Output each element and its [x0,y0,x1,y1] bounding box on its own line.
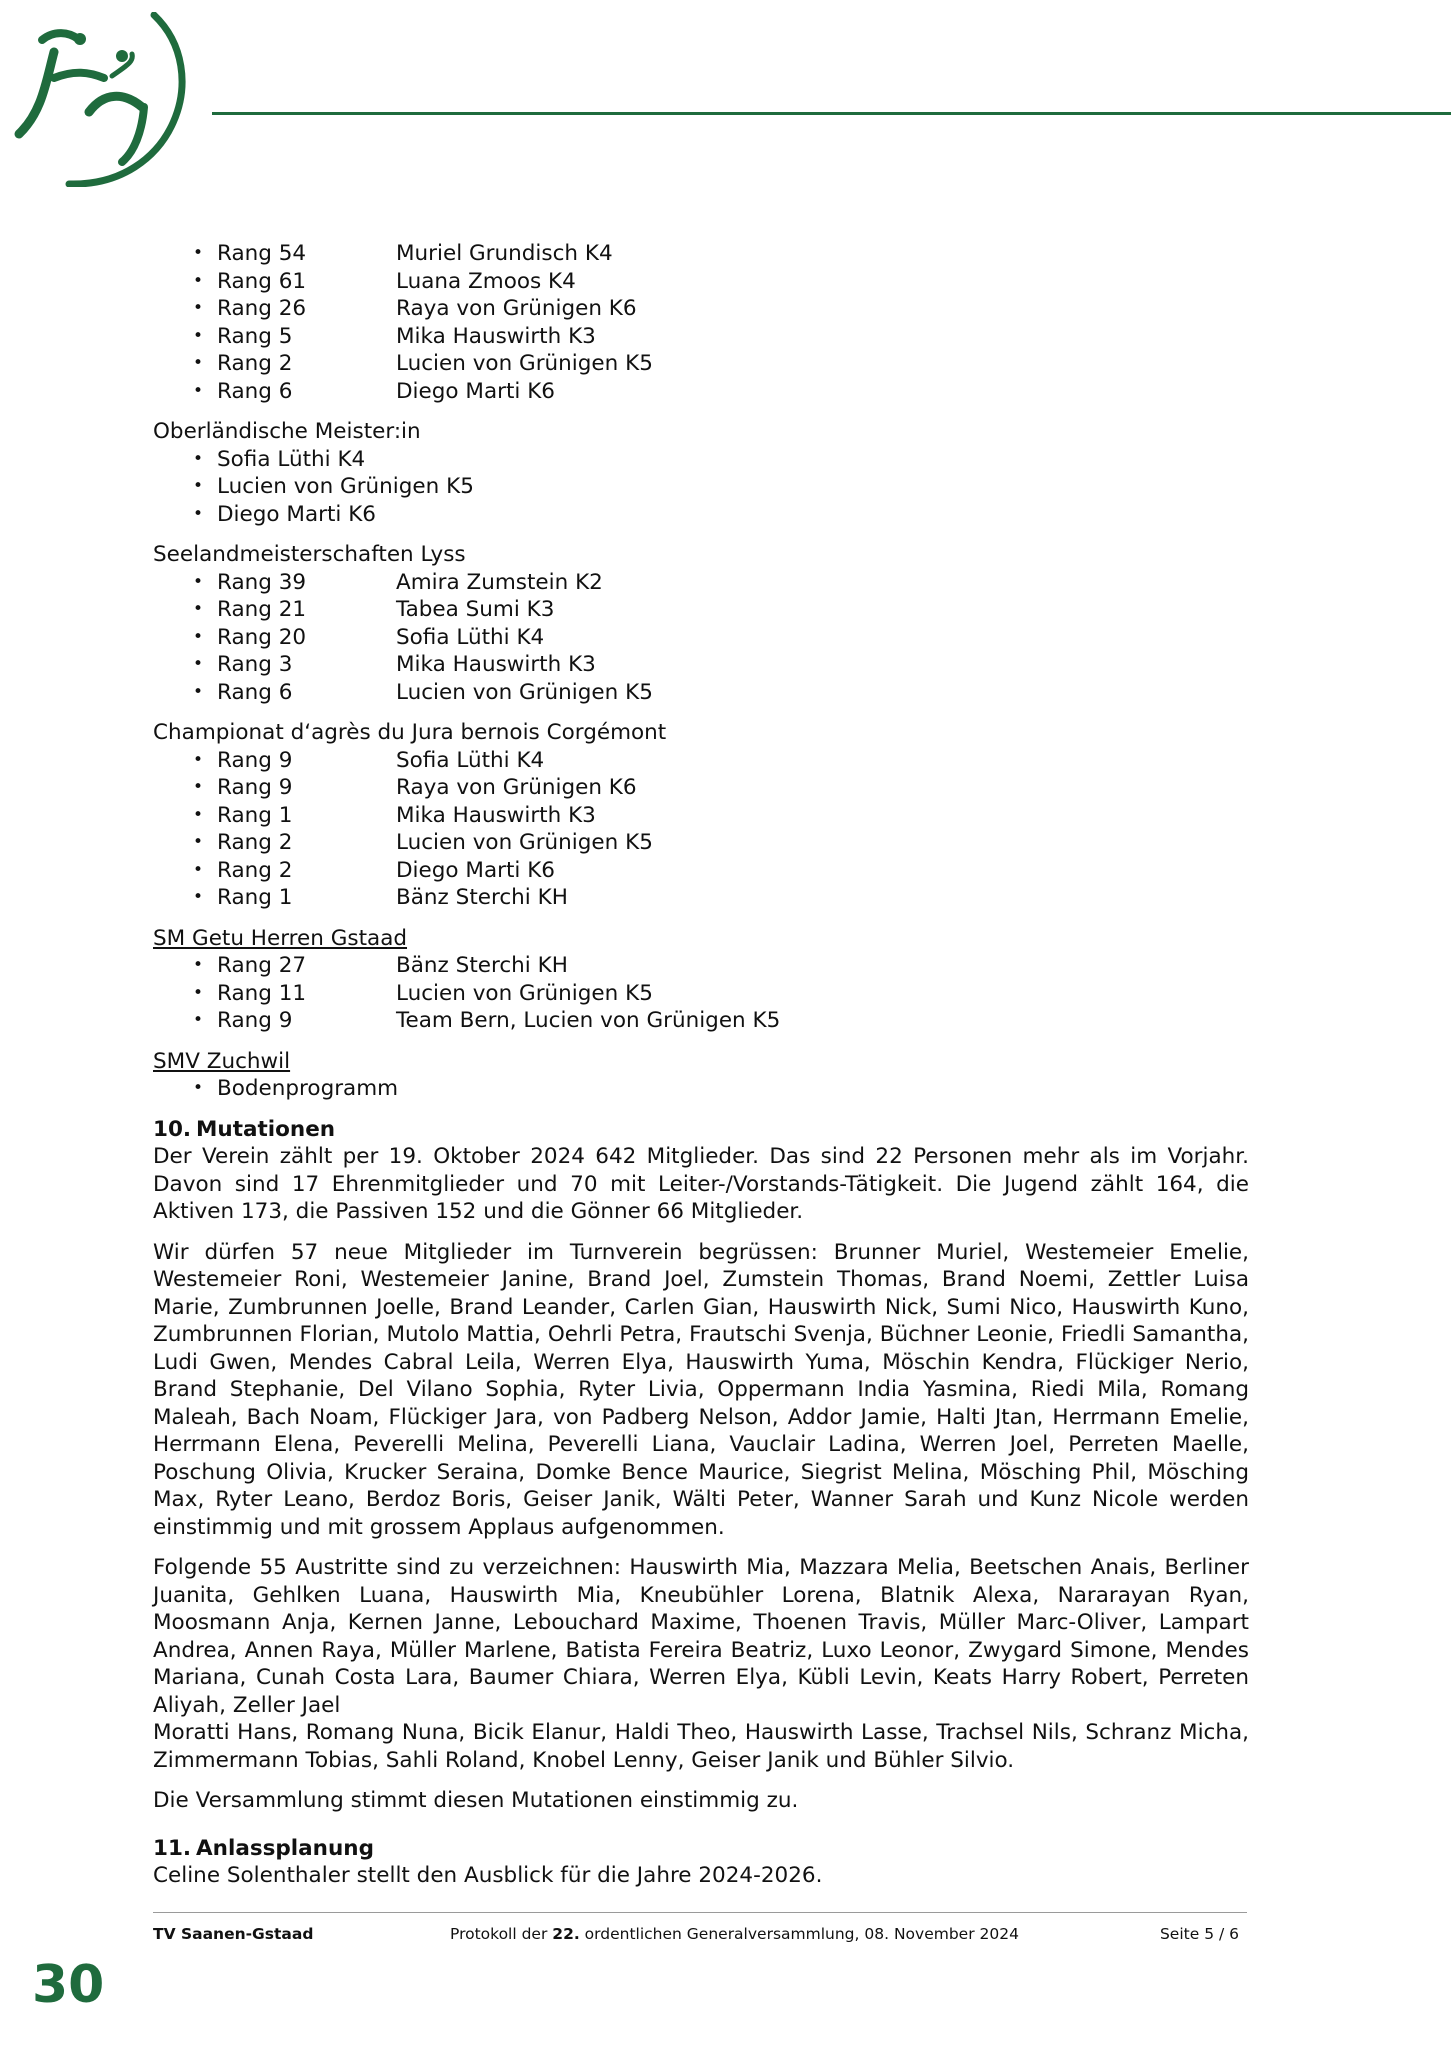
section-11-heading: 11. Anlassplanung [153,1835,374,1861]
list-item: • Rang 3 Mika Hauswirth K3 [153,651,1249,679]
list-item: • Rang 2 Diego Marti K6 [153,857,1249,885]
list-item: • Rang 2 Lucien von Grünigen K5 [153,350,1249,378]
oberlaendisch-title: Oberländische Meister:in [153,419,421,444]
list-item: • Rang 9 Team Bern, Lucien von Grünigen K5 [153,1007,1249,1035]
list-item: • Lucien von Grünigen K5 [153,473,1249,501]
seeland-title: Seelandmeisterschaften Lyss [153,542,466,567]
document-body [153,240,1249,1903]
list-item: • Rang 20 Sofia Lüthi K4 [153,624,1249,652]
list-item: • Rang 11 Lucien von Grünigen K5 [153,980,1249,1008]
list-item: • Rang 39 Amira Zumstein K2 [153,569,1249,597]
footer-club-name: TV Saanen-Gstaad [153,1925,314,1943]
header-rule [212,112,1451,115]
footer-page-indicator: Seite 5 / 6 [1159,1925,1239,1943]
approval-paragraph: Die Versammlung stimmt diesen Mutationen einstimmig zu. [153,1788,799,1813]
list-item: • Diego Marti K6 [153,501,1249,529]
list-item: • Rang 9 Raya von Grünigen K6 [153,774,1249,802]
members-paragraph: Der Verein zählt per 19. Oktober 2024 642 Mitglieder. Das sind 22 Personen mehr als im Vorjahr. Davon sind 17 Ehrenmitglieder und 70 mit Leiter-/Vorstands-Tätigkeit. Die Jugend zählt 164, die Aktiven 173, die Passiven 152 und die Gönner 66 Mitglieder. [153,1144,1249,1224]
list-item: • Rang 2 Lucien von Grünigen K5 [153,829,1249,857]
footer-rule [153,1912,1247,1913]
section-10-heading: 10. Mutationen [153,1116,336,1142]
gymnast-figure-logo-icon [14,12,189,187]
oberlaendisch-list [153,446,1249,529]
new-members-paragraph: Wir dürfen 57 neue Mitglieder im Turnverein begrüssen: Brunner Muriel, Westemeier Emelie, Westemeier Roni, Westemeier Janine, Brand Joel, Zumstein Thomas, Brand Noemi, Zettler Luisa Marie, Zumbrunnen Joelle, Brand Leander, Carlen Gian, Hauswirth Nick, Sumi Nico, Hauswirth Kuno, Zumbrunnen Florian, Mutolo Mattia, Oehrli Petra, Frautschi Svenja, Büchner Leonie, Friedli Samantha, Ludi Gwen, Mendes Cabral Leila, Werren Elya, Hauswirth Yuma, Möschin Kendra, Flückiger Nerio, Brand Stephanie, Del Vilano Sophia, Ryter Livia, Oppermann India Yasmina, Riedi Mila, Romang Maleah, Bach Noam, Flückiger Jara, von Padberg Nelson, Addor Jamie, Halti Jtan, Herrmann Emelie, Herrmann Elena, Peverelli Melina, Peverelli Liana, Vauclair Ladina, Werren Joel, Perreten Maelle, Poschung Olivia, Krucker Seraina, Domke Bence Maurice, Siegrist Melina, Mösching Phil, Mösching Max, Ryter Leano, Berdoz Boris, Geiser Janik, Wälti Peter, Wanner Sarah und Kunz Nicole werden einstimmig und mit grossem Applaus aufgenommen. [153,1239,1249,1540]
list-item: • Rang 1 Mika Hauswirth K3 [153,802,1249,830]
footer-document-title: Protokoll der 22. ordentlichen Generalversammlung, 08. November 2024 [450,1925,1019,1943]
list-item: • Bodenprogramm [153,1075,1249,1103]
list-item: • Rang 27 Bänz Sterchi KH [153,952,1249,980]
list-item: • Rang 6 Diego Marti K6 [153,378,1249,406]
list-item: • Rang 5 Mika Hauswirth K3 [153,323,1249,351]
smgetu-list [153,952,1249,1035]
list-item: • Rang 61 Luana Zmoos K4 [153,268,1249,296]
jura-title: Championat d‘agrès du Jura bernois Corgémont [153,720,667,745]
list-item: • Rang 9 Sofia Lüthi K4 [153,747,1249,775]
list-item: • Sofia Lüthi K4 [153,446,1249,474]
list-item: • Rang 54 Muriel Grundisch K4 [153,240,1249,268]
planning-paragraph: Celine Solenthaler stellt den Ausblick für die Jahre 2024-2026. [153,1863,823,1888]
smv-title: SMV Zuchwil [153,1048,291,1074]
list-item: • Rang 26 Raya von Grünigen K6 [153,295,1249,323]
list-item: • Rang 6 Lucien von Grünigen K5 [153,679,1249,707]
page-number: 30 [32,1955,105,2015]
jura-list [153,747,1249,912]
exits-paragraph: Folgende 55 Austritte sind zu verzeichnen: Hauswirth Mia, Mazzara Melia, Beetschen Anais, Berliner Juanita, Gehlken Luana, Hauswirth Mia, Kneubühler Lorena, Blatnik Alexa, Nararayan Ryan, Moosmann Anja, Kernen Janne, Lebouchard Maxime, Thoenen Travis, Müller Marc-Oliver, Lampart Andrea, Annen Raya, Müller Marlene, Batista Fereira Beatriz, Luxo Leonor, Zwygard Simone, Mendes Mariana, Cunah Costa Lara, Baumer Chiara, Werren Elya, Kübli Levin, Keats Harry Robert, Perreten Aliyah, Zeller Jael Moratti Hans, Romang Nuna, Bicik Elanur, Haldi Theo, Hauswirth Lasse, Trachsel Nils, Schranz Micha, Zimmermann Tobias, Sahli Roland, Knobel Lenny, Geiser Janik und Bühler Silvio. [153,1555,1249,1773]
list-item: • Rang 1 Bänz Sterchi KH [153,884,1249,912]
list-item: • Rang 21 Tabea Sumi K3 [153,596,1249,624]
ranking-list [153,240,1249,405]
smgetu-title: SM Getu Herren Gstaad [153,925,408,951]
seeland-list [153,569,1249,707]
smv-list [153,1075,1249,1103]
club-logo [14,12,189,187]
